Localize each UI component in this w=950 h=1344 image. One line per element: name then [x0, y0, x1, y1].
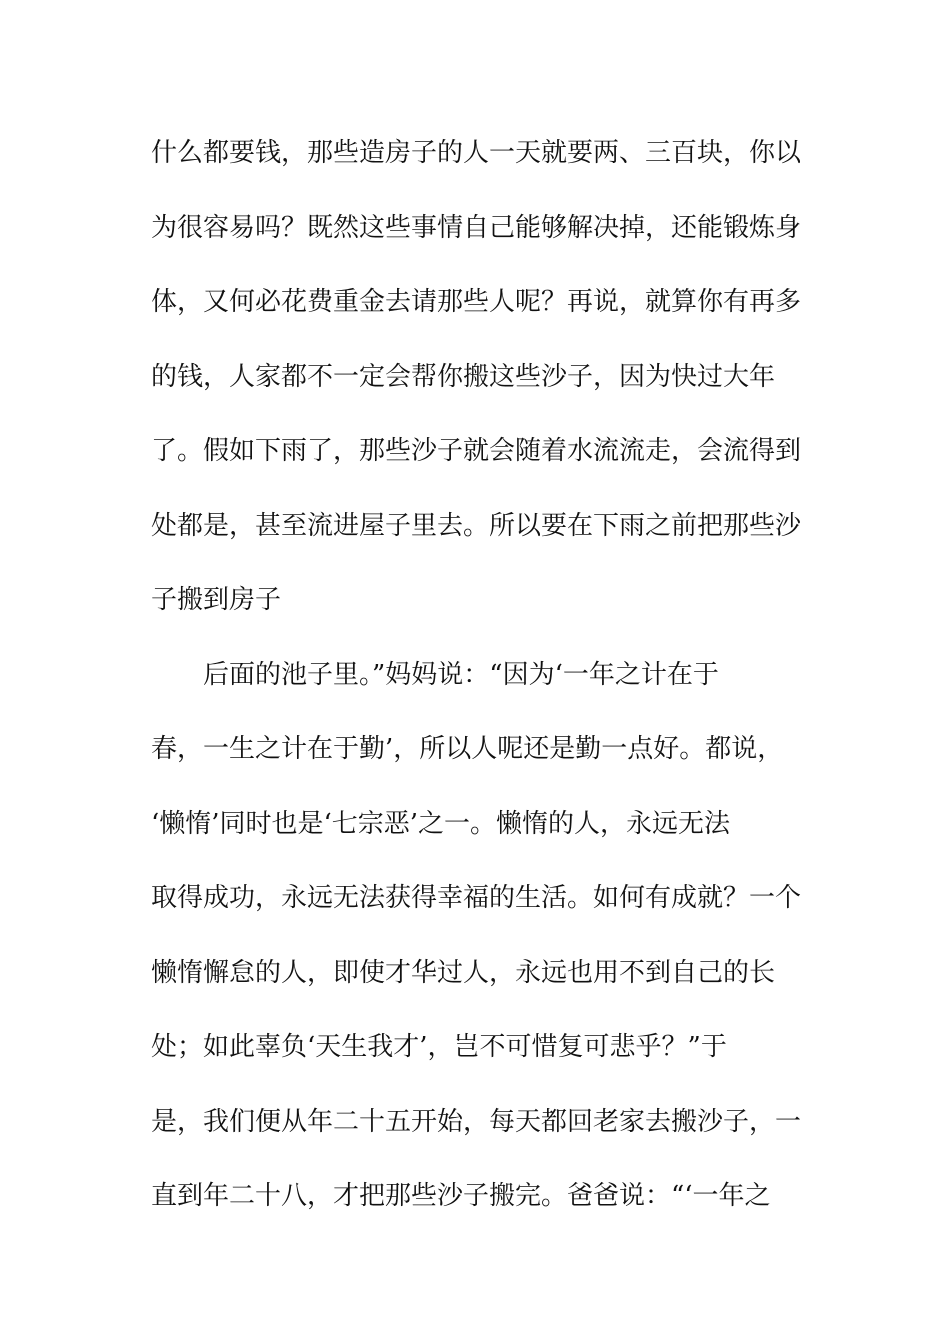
text-line-13: 处；如此辜负‘天生我才’，岂不可惜复可悲乎？”于 — [151, 1032, 727, 1062]
text-line-1: 什么都要钱，那些造房子的人一天就要两、三百块，你以 — [151, 138, 802, 168]
text-line-9: 春，一生之计在于勤’，所以人呢还是勤一点好。都说， — [151, 734, 784, 764]
text-line-3: 体，又何必花费重金去请那些人呢？再说，就算你有再多 — [151, 287, 802, 317]
text-line-4: 的钱，人家都不一定会帮你搬这些沙子，因为快过大年 — [151, 361, 776, 392]
text-line-15: 直到年二十八，才把那些沙子搬完。爸爸说：“‘一年之 — [151, 1181, 771, 1211]
text-line-6: 处都是，甚至流进屋子里去。所以要在下雨之前把那些沙 — [151, 510, 802, 541]
text-line-14: 是，我们便从年二十五开始，每天都回老家去搬沙子，一 — [151, 1106, 802, 1137]
text-line-10: ‘懒惰’同时也是‘七宗恶’之一。懒惰的人，永远无法 — [151, 808, 731, 839]
text-line-12: 懒惰懈怠的人，即使才华过人，永远也用不到自己的长 — [151, 957, 776, 988]
body-text — [151, 128, 802, 1246]
text-line-8: 后面的池子里。”妈妈说：“因为‘一年之计在于 — [203, 659, 719, 690]
text-line-7: 子搬到房子 — [151, 585, 282, 615]
text-line-11: 取得成功，永远无法获得幸福的生活。如何有成就？一个 — [151, 883, 802, 913]
text-line-2: 为很容易吗？既然这些事情自己能够解决掉，还能锻炼身 — [151, 212, 802, 243]
text-line-5: 了。假如下雨了，那些沙子就会随着水流流走，会流得到 — [151, 436, 802, 466]
